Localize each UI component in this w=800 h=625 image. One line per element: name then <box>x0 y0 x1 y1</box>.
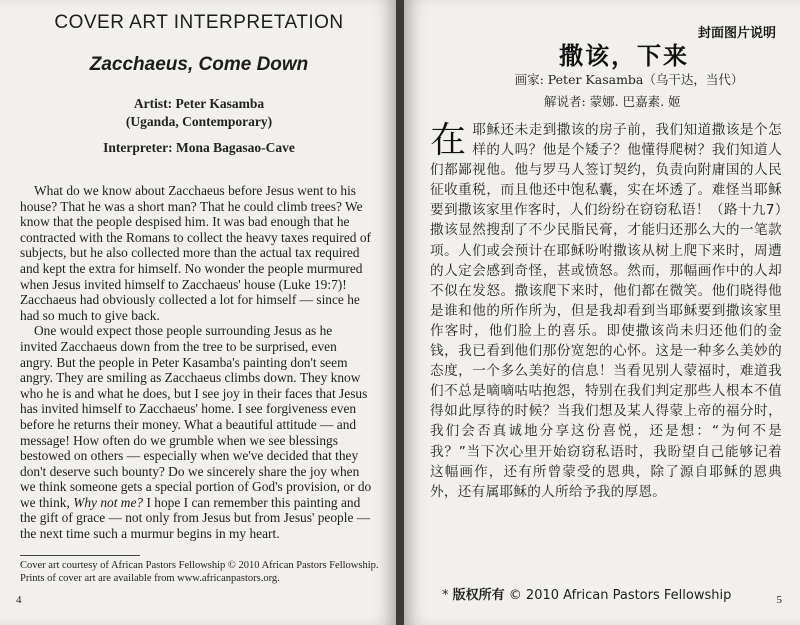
paragraph-1: What do we know about Zacchaeus before Jesus went to his house? That he was a short man? That he could climb trees? We know that the people despised him. It was bad enough that he contracted with the Romans to collect the heavy taxes required of subjects, but he also collected more than the actual tax required and kept the extra for himself. No wonder the people murmured when Jesus invited himself to Zacchaeus' house (Luke 19:7)! Zacchaeus had obviously collected a lot for himself — since he had so much to give back. <box>20 183 372 323</box>
footnote-divider <box>20 555 140 556</box>
interpreter-credit: Interpreter: Mona Bagasao-Cave <box>103 140 295 155</box>
book-gutter <box>396 0 404 625</box>
interpreter-credit: 解说者: 蒙娜. 巴嘉素. 姬 <box>544 94 681 109</box>
copyright-line <box>442 584 731 603</box>
artist-credit: 画家: Peter Kasamba（乌干达，当代） <box>514 72 744 87</box>
paragraph-2 <box>20 323 372 541</box>
copyright-text: © 2010 African Pastors Fellowship <box>508 588 732 603</box>
footnote: Cover art courtesy of African Pastors Fellowship © 2010 African Pastors Fellowship. Prints of cover art are available from www.africanpastors.org. <box>20 560 379 584</box>
article-body <box>430 120 782 502</box>
page-number: 5 <box>776 594 782 606</box>
right-page <box>404 0 800 625</box>
artist-credit: Artist: Peter Kasamba <box>133 96 265 111</box>
paragraph-2-text: One would expect those people surrounding Jesus as he invited Zacchaeus down from the tree to be surprised, even angry. But the people in Peter Kasamba's painting don't seem angry. They are smiling as Zacchaeus climbs down. They know who he is and what he does, but I see joy in their faces that Jesus has invited himself to Zacchaeus' home. I see forgiveness even before he returns their money. What a beautiful attitude — and message! How often do we grumble when we see blessings bestowed on others — especially when we've decided that they don't deserve such bounty? Do we sincerely share the joy when we think someone gets a special portion of God's provision, or do we think, <box>20 323 372 510</box>
italic-phrase: Why not me? <box>73 494 144 510</box>
drop-cap: 在 <box>430 120 467 161</box>
section-header: 封面图片说明 <box>697 26 776 41</box>
body-text: 耶稣还未走到撒该的房子前，我们知道撒该是个怎样的人吗？他是个矮子？他懂得爬树？我们知道人们都鄙视他。他与罗马人签订契约，负责向附庸国的人民征收重税，而且他还中饱私囊，实在坏透了。难怪当耶稣要到撒该家里作客时，人们纷纷在窃窃私语！（路十九7）撒该显然搜刮了不少民脂民膏，才能归还那么大的一笔款项。人们或会预计在耶稣吩咐撒该从树上爬下来时，周遭的人定会感到奇怪，甚或愤怒。然而，那幅画作中的人却不似在发怒。撒该爬下来时，他们都在微笑。他们晓得他是谁和他的所作所为，但是我却看到当耶稣要到撒该家里作客时，他们脸上的喜乐。即使撒该尚未归还他们的金钱，我已看到他们那份宽恕的心怀。这是一种多么美妙的态度，一个多么美好的信息！当看见别人蒙福时，难道我们不总是嘀嘀咕咕抱怨，特别在我们判定那些人根本不值得如此厚待的时候？当我们想及某人得蒙上帝的福分时，我们会否真诚地分享这份喜悦，还是想：“为何不是我？”当下次心里开始窃窃私语时，我盼望自己能够记着这幅画作，还有所曾蒙受的恩典，除了源自耶稣的恩典外，还有属耶稣的人所给予我的厚恩。 <box>430 122 782 500</box>
article-title: 撒该，下来 <box>559 42 689 70</box>
article-body <box>20 183 372 542</box>
copyright-asterisk: * <box>442 588 449 603</box>
copyright-label: 版权所有 <box>452 588 505 603</box>
paragraph-2-ending: I hope I can remember this painting and the gift of grace — not only from Jesus but from Jesus' people — the next time such a murmur begins in my heart. <box>20 494 371 542</box>
article-title: Zacchaeus, Come Down <box>89 54 309 75</box>
page-number: 4 <box>16 594 22 606</box>
section-header: COVER ART INTERPRETATION <box>54 12 344 33</box>
artist-origin: (Uganda, Contemporary) <box>125 114 273 129</box>
left-page <box>0 0 396 625</box>
